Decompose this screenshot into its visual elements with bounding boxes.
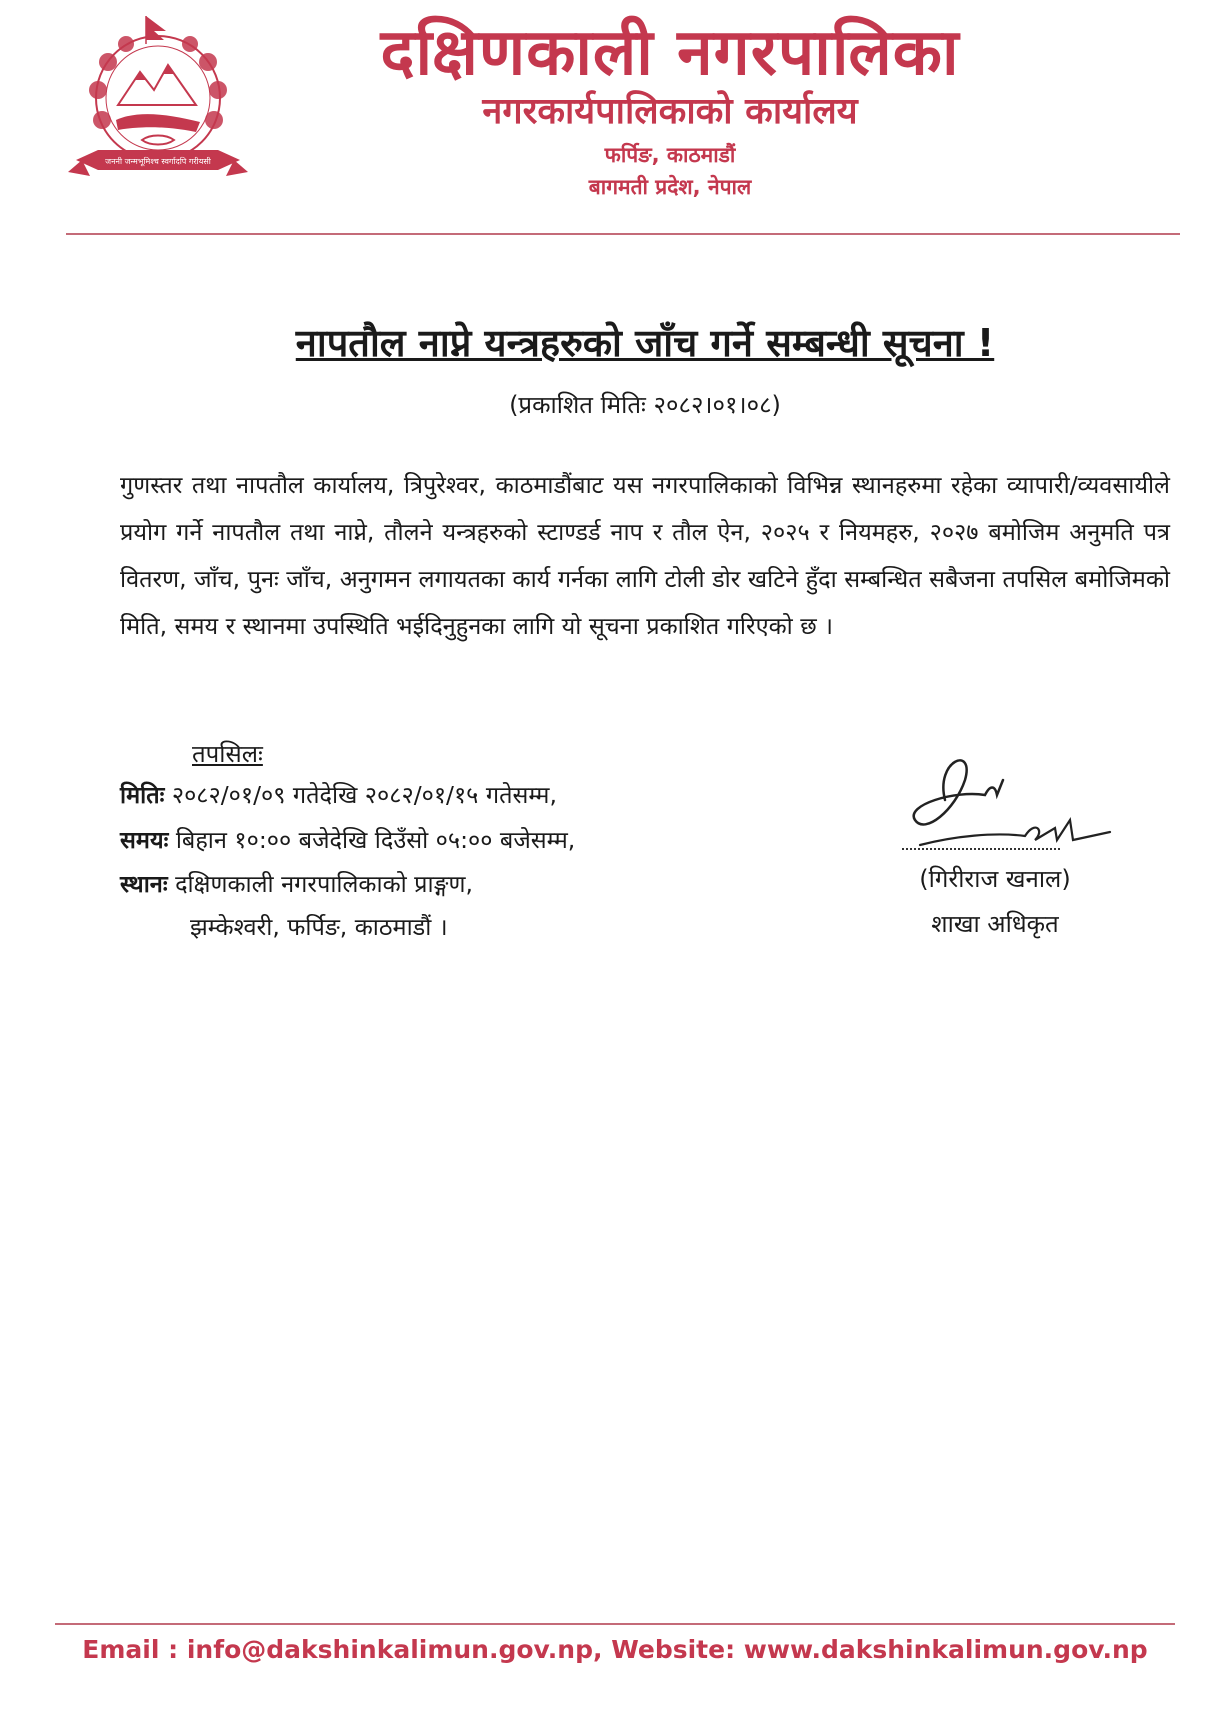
signatory-name: (गिरीराज खनाल) xyxy=(919,865,1071,893)
schedule-place-value-2: झम्केश्वरी, फर्पिङ, काठमाडौं । xyxy=(190,913,448,941)
schedule-heading: तपसिलः xyxy=(192,740,263,768)
address-line-2: बागमती प्रदेश, नेपाल xyxy=(588,175,752,199)
schedule-date-value: २०८२/०१/०९ गतेदेखि २०८२/०१/१५ गतेसम्म, xyxy=(171,781,557,809)
header-divider xyxy=(66,233,1180,235)
notice-body: गुणस्तर तथा नापतौल कार्यालय, त्रिपुरेश्वर, काठमाडौंबाट यस नगरपालिकाको विभिन्न स्थानहरुमा रहेका व्यापारी/व्यवसायीले प्रयोग गर्ने नापतौल तथा नाप्ने, तौलने यन्त्रहरुको स्टाण्डर्ड नाप र तौल ऐन, २०२५ र नियमहरु, २०२७ बमोजिम अनुमति पत्र वितरण, जाँच, पुनः जाँच, अनुगमन लगायतका कार्य गर्नका लागि टोली डोर खटिने हुँदा सम्बन्धित सबैजना तपसिल बमोजिमको मिति, समय र स्थानमा उपस्थिति भईदिनुहुनका लागि यो सूचना प्रकाशित गरिएको छ । xyxy=(120,471,1170,640)
schedule-date-row xyxy=(120,778,557,812)
address-line-1: फर्पिङ, काठमाडौं xyxy=(604,143,736,167)
schedule-time-row xyxy=(120,823,575,857)
schedule-place-label: स्थानः xyxy=(120,870,168,898)
emblem-motto: जननी जन्मभूमिश्च स्वर्गादपि गरीयसी xyxy=(105,157,211,166)
handwritten-signature xyxy=(895,740,1125,860)
footer-contact: Email : info@dakshinkalimun.gov.np, Website: www.dakshinkalimun.gov.np xyxy=(82,1635,1148,1664)
footer-divider xyxy=(55,1623,1175,1625)
schedule-date-label: मितिः xyxy=(120,781,165,809)
schedule-place-row xyxy=(120,867,473,901)
notice-title: नापतौल नाप्ने यन्त्रहरुको जाँच गर्ने सम्बन्धी सूचना ! xyxy=(295,321,995,365)
signatory-title: शाखा अधिकृत xyxy=(931,910,1059,938)
signature-line xyxy=(902,848,1060,850)
schedule-time-label: समयः xyxy=(120,826,169,854)
office-name: नगरकार्यपालिकाको कार्यालय xyxy=(482,91,858,132)
municipality-name: दक्षिणकाली नगरपालिका xyxy=(380,16,960,90)
schedule-place-value: दक्षिणकाली नगरपालिकाको प्राङ्गण, xyxy=(175,870,473,898)
published-date: (प्रकाशित मितिः २०८२।०१।०८) xyxy=(509,391,781,419)
schedule-time-value: बिहान १०:०० बजेदेखि दिउँसो ०५:०० बजेसम्म, xyxy=(175,826,576,854)
nepal-emblem-icon xyxy=(68,10,248,190)
